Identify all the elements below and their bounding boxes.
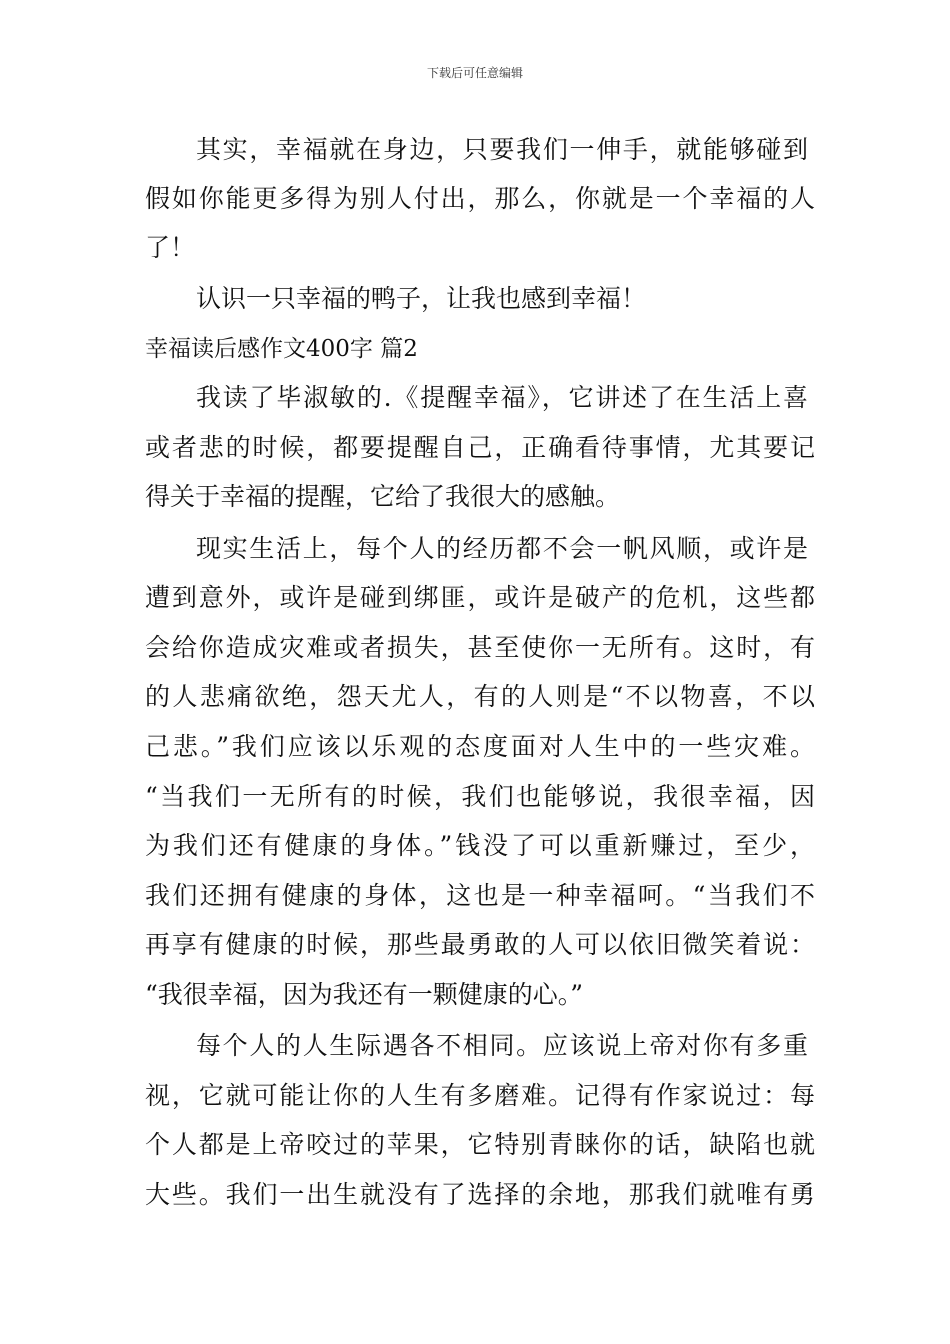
text-line: 视，它就可能让你的人生有多磨难。记得有作家说过：每 [145,1081,815,1110]
text-line: 再享有健康的时候，那些最勇敢的人可以依旧微笑着说： [145,930,815,959]
text-line: 每个人的人生际遇各不相同。应该说上帝对你有多重 [196,1031,808,1060]
text-line: “当我们一无所有的时候，我们也能够说，我很幸福，因 [145,782,815,811]
text-line: 假如你能更多得为别人付出，那么，你就是一个幸福的人 [145,184,815,213]
text-line: 大些。我们一出生就没有了选择的余地，那我们就唯有勇 [145,1180,815,1209]
text-line: 我们还拥有健康的身体，这也是一种幸福呵。“当我们不 [145,881,815,910]
text-line: 现实生活上，每个人的经历都不会一帆风顺，或许是 [196,534,808,563]
text-line: 个人都是上帝咬过的苹果，它特别青睐你的话，缺陷也就 [145,1130,815,1159]
text-line: 遭到意外，或许是碰到绑匪，或许是破产的危机，这些都 [145,583,815,612]
text-line: 的人悲痛欲绝，怨天尤人，有的人则是“不以物喜，不以 [145,682,815,711]
section-heading: 幸福读后感作文400字 篇2 [145,336,418,362]
text-line: 其实，幸福就在身边，只要我们一伸手，就能够碰到 [196,135,808,164]
text-line: 己悲。”我们应该以乐观的态度面对人生中的一些灾难。 [145,732,815,761]
text-line: 为我们还有健康的身体。”钱没了可以重新赚过，至少， [145,831,815,860]
text-line: 我读了毕淑敏的.《提醒幸福》，它讲述了在生活上喜 [196,383,808,412]
text-line: 或者悲的时候，都要提醒自己，正确看待事情，尤其要记 [145,433,815,462]
header-note: 下载后可任意编辑 [426,66,523,80]
text-line: 认识一只幸福的鸭子，让我也感到幸福！ [196,284,647,313]
text-line: 了！ [145,233,196,262]
text-line: “我很幸福，因为我还有一颗健康的心。” [145,980,584,1009]
text-line: 得关于幸福的提醒，它给了我很大的感触。 [145,482,621,511]
text-line: 会给你造成灾难或者损失，甚至使你一无所有。这时，有 [145,633,815,662]
